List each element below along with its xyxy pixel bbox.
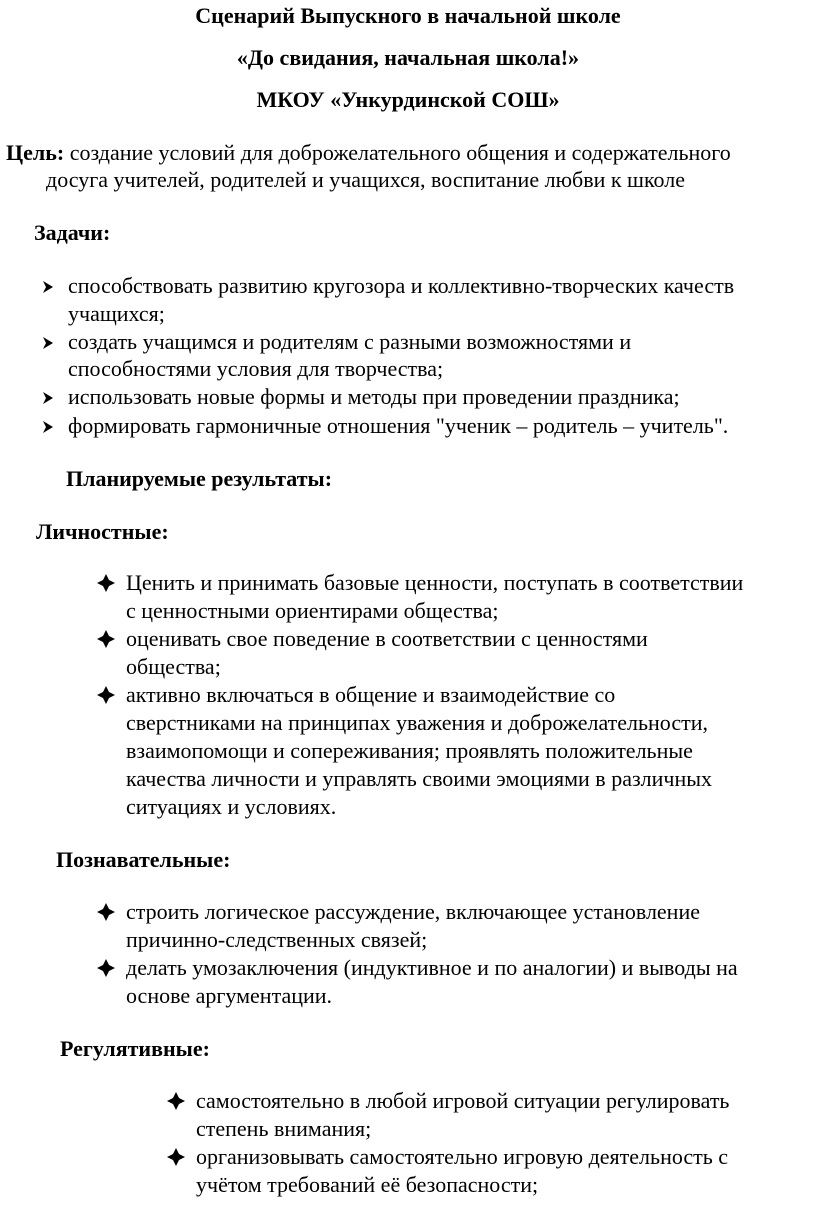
cognitive-item-2-line-1: делать умозаключения (индуктивное и по аналогии) и выводы на (126, 955, 738, 980)
tasks-heading: Задачи: (34, 220, 111, 245)
task-item-4: формировать гармоничные отношения "ученик – родитель – учитель". (68, 413, 729, 438)
arrow-bullet-icon (40, 419, 56, 435)
task-item-2-line-1: создать учащимся и родителям с разными возможностями и (68, 329, 632, 354)
title-line-1: Сценарий Выпускного в начальной школе (195, 3, 621, 28)
regulatory-item-2-line-1: организовывать самостоятельно игровую деятельность с (196, 1144, 729, 1169)
diamond-bullet-icon (96, 902, 116, 922)
arrow-bullet-icon (40, 279, 56, 295)
regulatory-item-1-line-1: самостоятельно в любой игровой ситуации регулировать (196, 1088, 730, 1113)
personal-item-2-line-2: общества; (126, 654, 221, 679)
regulatory-item-2-line-2: учётом требований её безопасности; (196, 1172, 539, 1197)
goal-text-1: создание условий для доброжелательного общения и содержательного (64, 140, 731, 165)
title-line-2: «До свидания, начальная школа!» (236, 45, 580, 70)
arrow-bullet-icon (40, 390, 56, 406)
personal-item-3-line-1: активно включаться в общение и взаимодействие со (126, 682, 616, 707)
task-item-2-line-2: способностями условия для творчества; (68, 356, 444, 381)
goal-line-2: досуга учителей, родителей и учащихся, воспитание любви к школе (46, 167, 686, 192)
diamond-bullet-icon (96, 685, 116, 705)
cognitive-item-1-line-1: строить логическое рассуждение, включающее установление (126, 899, 700, 924)
personal-item-3-line-3: взаимопомощи и сопереживания; проявлять положительные (126, 738, 693, 763)
personal-item-2-line-1: оценивать свое поведение в соответствии с ценностями (126, 626, 648, 651)
results-heading: Планируемые результаты: (66, 466, 333, 491)
diamond-bullet-icon (96, 629, 116, 649)
regulatory-item-1-line-2: степень внимания; (196, 1116, 372, 1141)
diamond-bullet-icon (166, 1147, 186, 1167)
diamond-bullet-icon (96, 573, 116, 593)
arrow-bullet-icon (40, 335, 56, 351)
personal-item-3-line-2: сверстниками на принципах уважения и доброжелательности, (126, 710, 709, 735)
task-item-1-line-1: способствовать развитию кругозора и коллективно-творческих качеств (68, 273, 735, 298)
diamond-bullet-icon (96, 958, 116, 978)
goal-line-1 (6, 139, 731, 167)
task-item-3: использовать новые формы и методы при проведении праздника; (68, 384, 680, 409)
personal-item-3-line-4: качества личности и управлять своими эмоциями в различных (126, 766, 713, 791)
goal-label: Цель: (6, 140, 65, 165)
title-line-3: МКОУ «Ункурдинской СОШ» (256, 87, 560, 112)
diamond-bullet-icon (166, 1091, 186, 1111)
personal-item-1-line-1: Ценить и принимать базовые ценности, поступать в соответствии (126, 570, 744, 595)
cognitive-item-1-line-2: причинно-следственных связей; (126, 927, 428, 952)
task-item-1-line-2: учащихся; (68, 301, 165, 326)
personal-heading: Личностные: (36, 519, 169, 544)
cognitive-heading: Познавательные: (56, 847, 231, 872)
cognitive-item-2-line-2: основе аргументации. (126, 983, 333, 1008)
personal-item-1-line-2: с ценностными ориентирами общества; (126, 598, 499, 623)
regulatory-heading: Регулятивные: (60, 1036, 210, 1061)
personal-item-3-line-5: ситуациях и условиях. (126, 794, 337, 819)
